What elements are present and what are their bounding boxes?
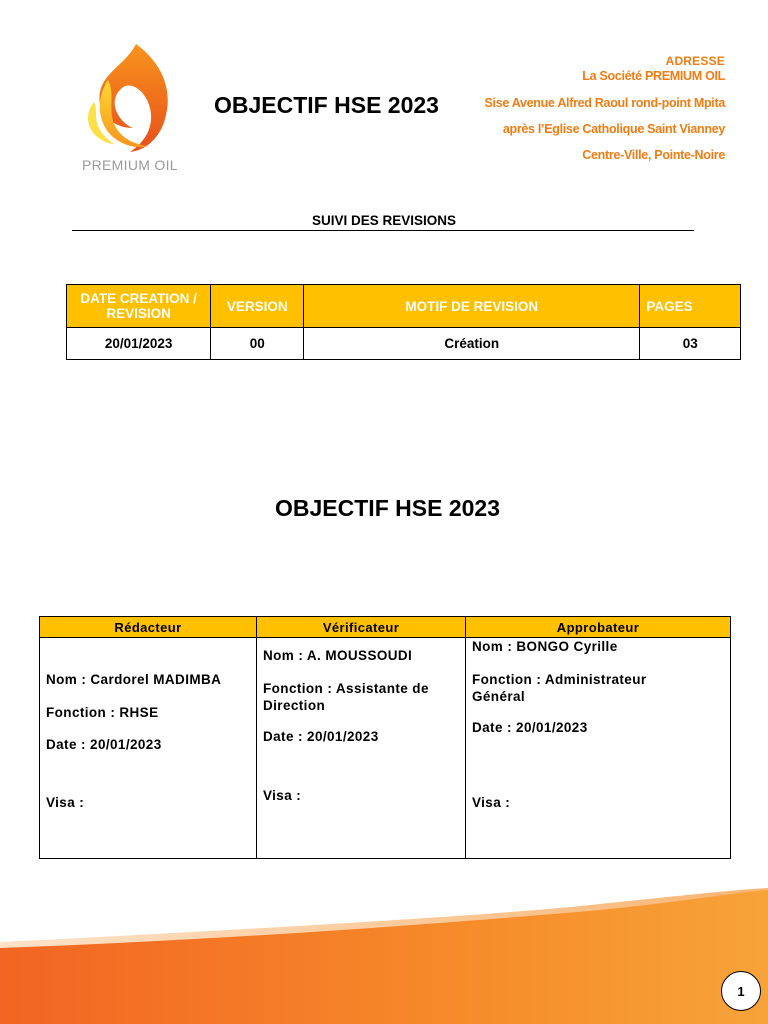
col-header-verificateur: Vérificateur bbox=[257, 617, 466, 638]
verificateur-fonction: Fonction : Assistante de bbox=[263, 681, 429, 696]
redacteur-fonction: Fonction : RHSE bbox=[46, 705, 159, 720]
col-header-motif: MOTIF DE REVISION bbox=[304, 285, 640, 328]
address-line-city: Centre-Ville, Pointe-Noire bbox=[582, 148, 725, 162]
address-line-street: Sise Avenue Alfred Raoul rond-point Mpita bbox=[484, 96, 725, 110]
revisions-heading-rule bbox=[72, 230, 694, 231]
revisions-heading: SUIVI DES REVISIONS bbox=[311, 213, 457, 228]
col-header-pages: PAGES bbox=[640, 285, 741, 328]
redacteur-cell bbox=[40, 638, 257, 859]
cell-version: 00 bbox=[211, 328, 304, 360]
logo-wordmark: PREMIUM OIL bbox=[82, 157, 178, 173]
approbateur-fonction: Fonction : Administrateur bbox=[472, 672, 647, 687]
redacteur-visa: Visa : bbox=[46, 795, 85, 810]
col-header-version: VERSION bbox=[211, 285, 304, 328]
page-number: 1 bbox=[737, 983, 745, 999]
address-label: ADRESSE bbox=[665, 54, 725, 68]
approbateur-fonction-cont: Général bbox=[472, 689, 526, 704]
signatures-header-row bbox=[40, 617, 731, 638]
verificateur-nom: Nom : A. MOUSSOUDI bbox=[263, 648, 413, 663]
redacteur-date: Date : 20/01/2023 bbox=[46, 737, 162, 752]
table-row bbox=[67, 328, 741, 360]
verificateur-visa: Visa : bbox=[263, 788, 302, 803]
approbateur-cell bbox=[466, 638, 731, 859]
address-line-company: La Société PREMIUM OIL bbox=[582, 69, 725, 83]
revisions-table bbox=[66, 284, 741, 360]
main-title: OBJECTIF HSE 2023 bbox=[275, 495, 500, 521]
footer-orange-wave bbox=[0, 880, 768, 1024]
approbateur-nom: Nom : BONGO Cyrille bbox=[472, 639, 618, 654]
verificateur-cell bbox=[257, 638, 466, 859]
redacteur-nom: Nom : Cardorel MADIMBA bbox=[46, 672, 222, 687]
page-number-badge bbox=[721, 971, 761, 1011]
col-header-redacteur: Rédacteur bbox=[40, 617, 257, 638]
revisions-header-row bbox=[67, 285, 741, 328]
verificateur-fonction-cont: Direction bbox=[263, 698, 326, 713]
col-header-approbateur: Approbateur bbox=[466, 617, 731, 638]
address-line-landmark: après l’Eglise Catholique Saint Vianney bbox=[502, 122, 725, 136]
header-title: OBJECTIF HSE 2023 bbox=[214, 92, 439, 118]
approbateur-visa: Visa : bbox=[472, 795, 511, 810]
verificateur-date: Date : 20/01/2023 bbox=[263, 729, 379, 744]
cell-motif: Création bbox=[304, 328, 640, 360]
signatures-table bbox=[39, 616, 731, 859]
col-header-date: DATE CREATION / REVISION bbox=[67, 285, 211, 328]
cell-date: 20/01/2023 bbox=[67, 328, 211, 360]
cell-pages: 03 bbox=[640, 328, 741, 360]
signatures-body-row bbox=[40, 638, 731, 859]
approbateur-date: Date : 20/01/2023 bbox=[472, 720, 588, 735]
